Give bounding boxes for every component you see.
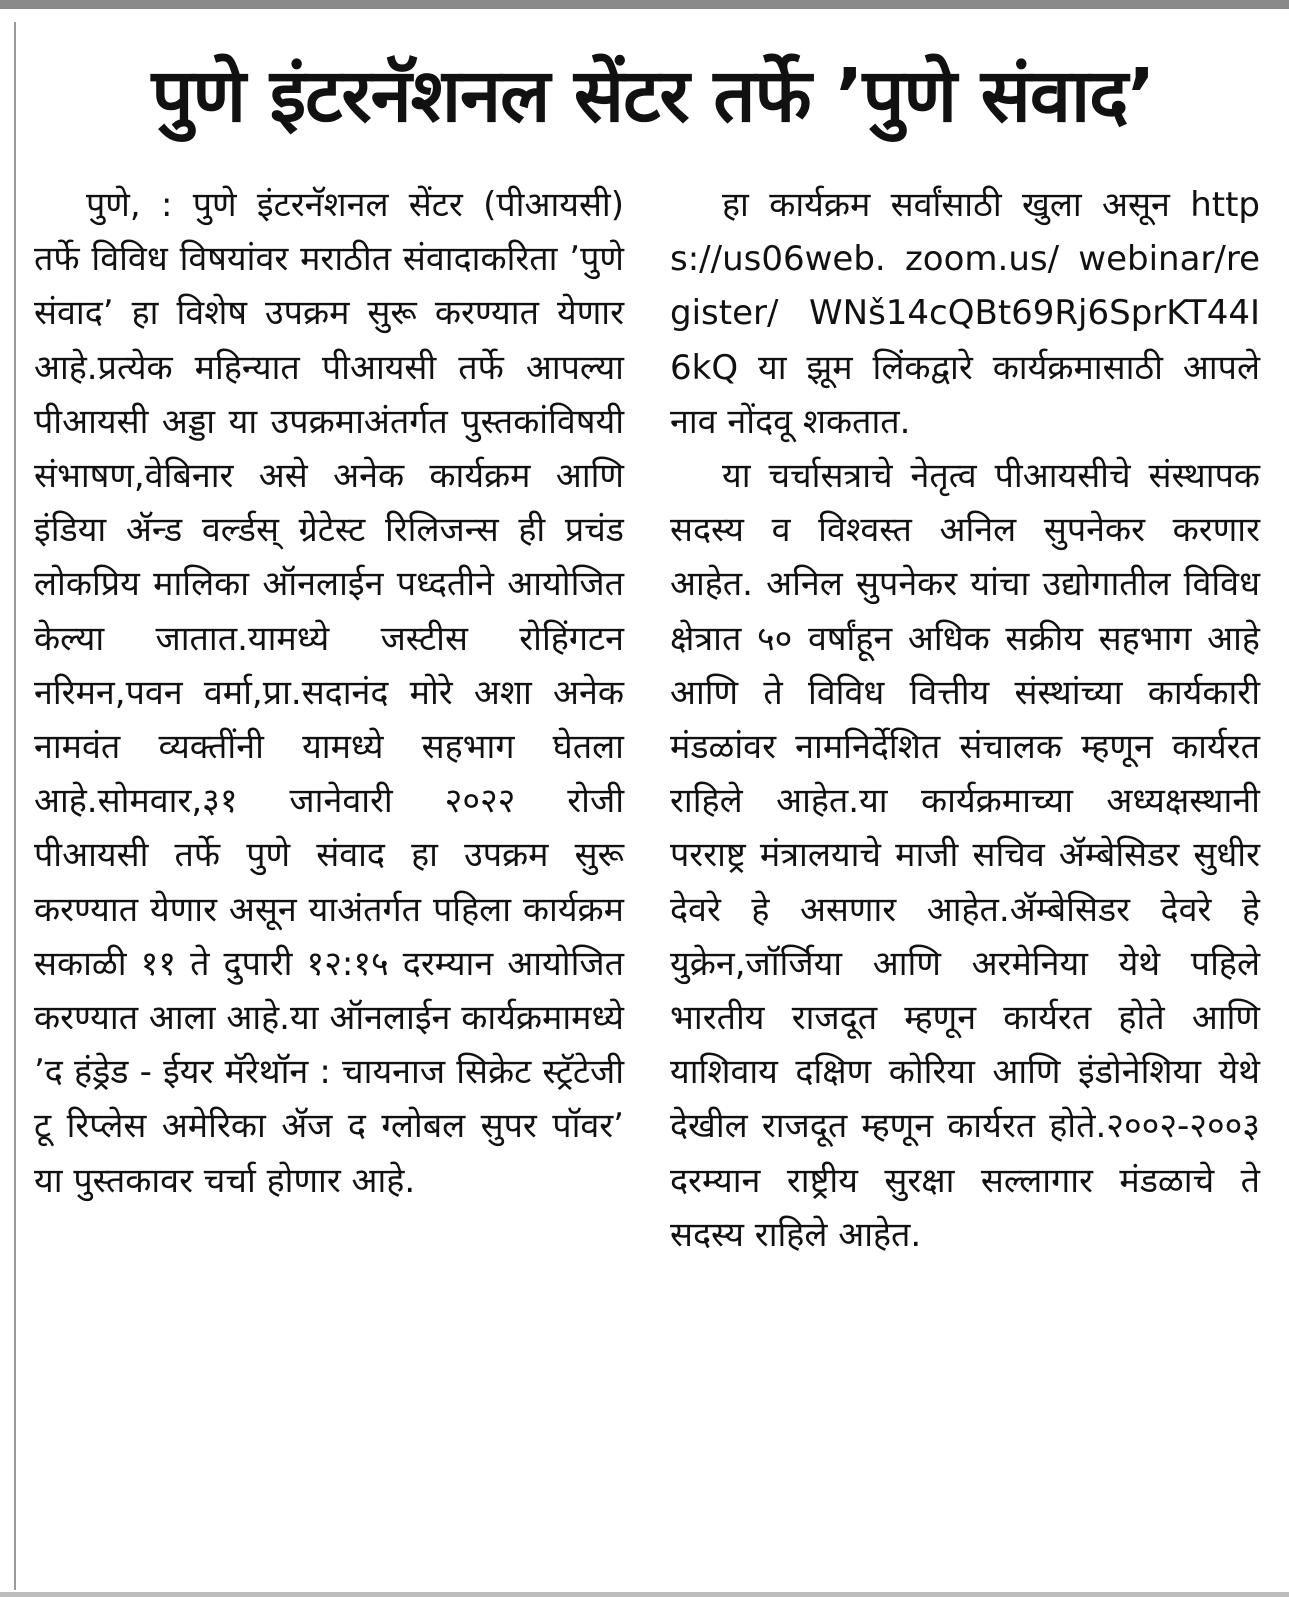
article-paragraph [670, 178, 1260, 449]
top-border-rule [0, 0, 1289, 9]
article-right-column [670, 178, 1260, 1262]
bottom-border-rule [0, 1592, 1289, 1597]
left-border-rule [14, 22, 16, 1590]
article-headline: पुणे इंटरनॅशनल सेंटर तर्फे ’पुणे संवाद’ [151, 53, 1155, 139]
paragraph-tail-text: या झूम लिंकद्वारे कार्यक्रमासाठी आपले नाव नोंदवू शकतात. [670, 347, 1260, 442]
article-paragraph: पुणे, : पुणे इंटरनॅशनल सेंटर (पीआयसी) तर्फे विविध विषयांवर मराठीत संवादाकरिता ’पुणे संवाद’ हा विशेष उपक्रम सुरू करण्यात येणार आहे.प्रत्येक महिन्यात पीआयसी तर्फे आपल्या पीआयसी अड्डा या उपक्रमाअंतर्गत पुस्तकांविषयी संभाषण,वेबिनार असे अनेक कार्यक्रम आणि इंडिया ॲन्ड वर्ल्डस् ग्रेटेस्ट रिलिजन्स ही प्रचंड लोकप्रिय मालिका ऑनलाईन पध्दतीने आयोजित केल्या जातात.यामध्ये जस्टीस रोहिंगटन नरिमन,पवन वर्मा,प्रा.सदानंद मोरे अशा अनेक नामवंत व्यक्तींनी यामध्ये सहभाग घेतला आहे.सोमवार,३१ जानेवारी २०२२ रोजी पीआयसी तर्फे पुणे संवाद हा उपक्रम सुरू करण्यात येणार असून याअंतर्गत पहिला कार्यक्रम सकाळी ११ ते दुपारी १२:१५ दरम्यान आयोजित करण्यात आला आहे.या ऑनलाईन कार्यक्रमामध्ये ’द हंड्रेड - ईयर मॅरेथॉन : चायनाज सिक्रेट स्ट्रॅटेजी टू रिप्लेस अमेरिका ॲज द ग्लोबल सुपर पॉवर’ या पुस्तकावर चर्चा होणार आहे. [34, 185, 624, 1201]
paragraph-lead-text: हा कार्यक्रम सर्वांसाठी खुला असून [722, 185, 1170, 225]
zoom-registration-link[interactable]: https://us06web. zoom.us/ webinar/register/ WNš14cQBt69Rj6SprKT44I6kQ [670, 185, 1260, 388]
article-paragraph: या चर्चासत्राचे नेतृत्व पीआयसीचे संस्थापक सदस्य व विश्वस्त अनिल सुपनेकर करणार आहेत. अनिल सुपनेकर यांचा उद्योगातील विविध क्षेत्रात ५० वर्षांहून अधिक सक्रीय सहभाग आहे आणि ते विविध वित्तीय संस्थांच्या कार्यकारी मंडळांवर नामनिर्देशित संचालक म्हणून कार्यरत राहिले आहेत.या कार्यक्रमाच्या अध्यक्षस्थानी परराष्ट्र मंत्रालयाचे माजी सचिव ॲम्बेसिडर सुधीर देवरे हे असणार आहेत.ॲम्बेसिडर देवरे हे युक्रेन,जॉर्जिया आणि अरमेनिया येथे पहिले भारतीय राजदूत म्हणून कार्यरत होते आणि याशिवाय दक्षिण कोरिया आणि इंडोनेशिया येथे देखील राजदूत म्हणून कार्यरत होते.२००२-२००३ दरम्यान राष्ट्रीय सुरक्षा सल्लागार मंडळाचे ते सदस्य राहिले आहेत. [670, 456, 1260, 1255]
article-left-column [34, 178, 624, 1208]
